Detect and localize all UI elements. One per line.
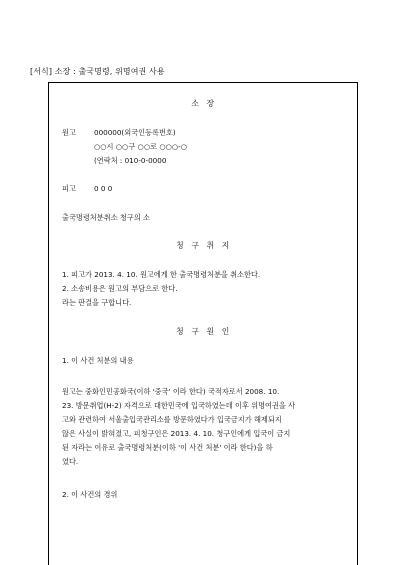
section-1-line: 고와 관련하여 서울출입국관리소를 방문하였다가 입국금지가 해제되지	[62, 415, 282, 424]
claim-purpose-item-2: 2. 소송비용은 원고의 부담으로 한다.	[62, 284, 178, 293]
claim-purpose-heading: 청 구 취 지	[176, 241, 232, 250]
plaintiff-contact: (연락처 : 010-0-0000	[94, 156, 167, 165]
section-1-line: 원고는 중화인민공화국(이하 '중국' 이라 한다) 국적자로서 2008. 10.	[62, 387, 280, 396]
case-name: 출국명령처분취소 청구의 소	[62, 213, 150, 222]
claim-reason-heading: 청 구 원 인	[176, 327, 232, 336]
claim-purpose-conclusion: 라는 판결을 구합니다.	[62, 298, 132, 307]
section-2-title: 2. 이 사건의 경위	[62, 490, 118, 499]
section-1-line: 23. 방문취업(H-2) 자격으로 대한민국에 입국하였는데 이후 위명여권을 사	[62, 401, 296, 410]
document-title: 소 장	[191, 99, 217, 108]
claim-purpose-item-1: 1. 피고가 2013. 4. 10. 원고에게 한 출국명령처분을 취소한다.	[62, 270, 261, 279]
plaintiff-label: 원고	[62, 128, 76, 137]
section-1-line: 않은 사실이 밝혀졌고, 피청구인은 2013. 4. 10. 청구인에게 입국이 금지	[62, 429, 291, 438]
defendant-name: 0 0 0	[94, 184, 113, 193]
complaint-document	[48, 82, 358, 565]
section-1-line: 된 자라는 이유로 출국명령처분(이하 '이 사건 처분' 이라 한다)을 하	[62, 443, 273, 452]
section-1-title: 1. 이 사건 처분의 내용	[62, 356, 134, 365]
plaintiff-id: 000000(외국인등록번호)	[94, 128, 176, 137]
plaintiff-address: ○○시 ○○구 ○○로 ○○○-○	[94, 142, 187, 151]
form-label: [서식] 소장 : 출국명령, 위명여권 사용	[30, 67, 165, 76]
defendant-label: 피고	[62, 184, 76, 193]
section-1-line: 였다.	[62, 457, 79, 466]
